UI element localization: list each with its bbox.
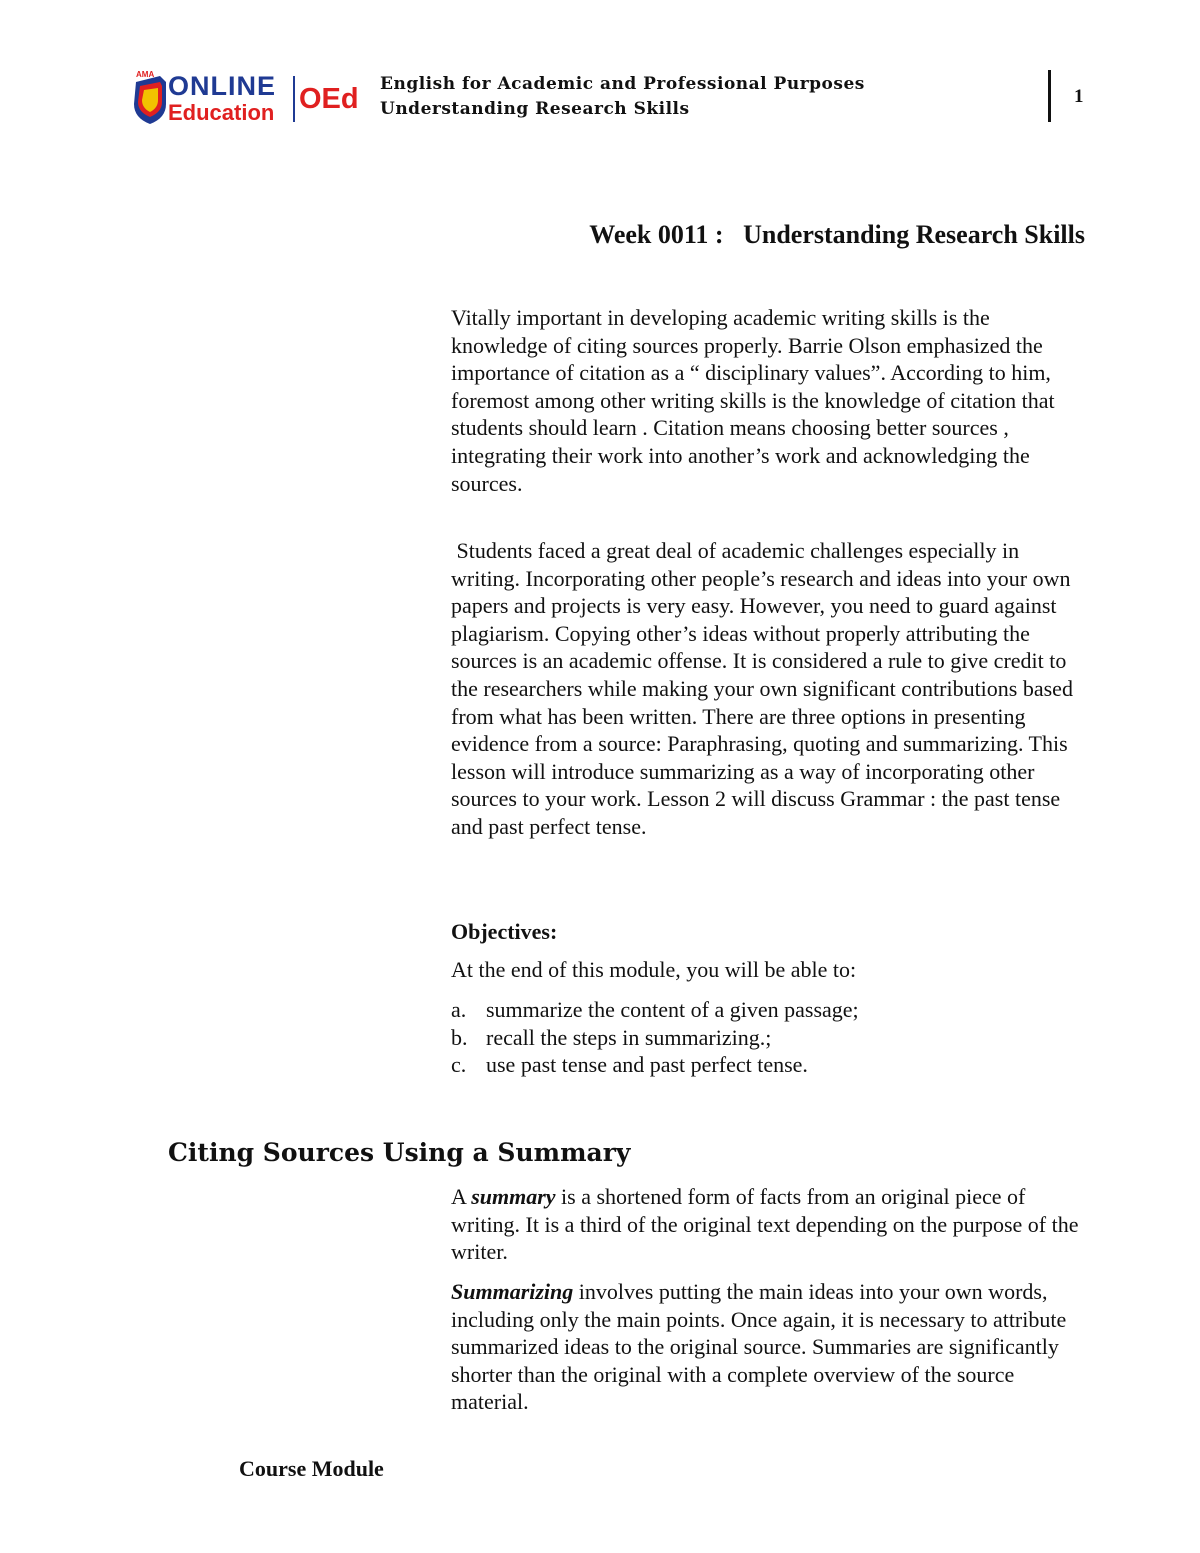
intro-paragraph-2-text: Students faced a great deal of academic challenges especially in writing. Incorporating other people’s research and ideas into your own papers and projects is very easy. However, you need to guard against plagiarism. Copying other’s ideas without properly attributing the sources is an academic offense. It is considered a rule to give credit to the researchers while making your own significant contributions based from what has been written. There are three options in presenting evidence from a source: Paraphrasing, quoting and summarizing. This lesson will introduce summarizing as a way of incorporating other sources to your work. Lesson 2 will discuss Grammar : the past tense and past perfect tense. <box>451 538 1079 839</box>
svg-text:Education: Education <box>168 100 275 125</box>
summary-lead: A <box>451 1184 472 1209</box>
summarizing-definition <box>451 1278 1091 1416</box>
list-marker: c. <box>451 1052 467 1078</box>
list-item <box>451 996 859 1024</box>
online-education-logo <box>132 68 372 128</box>
objectives-intro: At the end of this module, you will be able to: <box>451 957 857 982</box>
module-title: Understanding Research Skills <box>380 99 690 119</box>
summary-rest: is a shortened form of facts from an original piece of writing. It is a third of the original text depending on the purpose of the writer. <box>451 1184 1084 1265</box>
summary-definition-text <box>451 1183 1091 1266</box>
intro-paragraph-1-text: Vitally important in developing academic writing skills is the knowledge of citing sources properly. Barrie Olson emphasized the importance of citation as a “ disciplinary values”. According to him, foremost among other writing skills is the knowledge of citation that students should learn . Citation means choosing better sources , integrating their work into another’s work and acknowledging the sources. <box>451 305 1055 496</box>
list-item-text: summarize the content of a given passage; <box>486 997 859 1022</box>
footer-label: Course Module <box>239 1456 384 1481</box>
section-heading: Citing Sources Using a Summary <box>168 1138 631 1167</box>
summary-term: summary <box>471 1184 556 1209</box>
summarizing-rest: involves putting the main ideas into your own words, including only the main points. Once again, it is necessary to attribute summarized ideas to the original source. Summaries are significantly shorter than the original with a complete overview of the source material. <box>451 1279 1072 1415</box>
list-item <box>451 1051 859 1079</box>
list-item-text: recall the steps in summarizing.; <box>486 1024 772 1050</box>
list-marker: a. <box>451 997 467 1022</box>
intro-paragraph-1 <box>451 304 1091 497</box>
summarizing-term: Summarizing <box>451 1279 574 1304</box>
page-number: 1 <box>1074 86 1084 107</box>
week-title: Week 0011 : Understanding Research Skills <box>589 220 1085 249</box>
intro-paragraph-2 <box>451 537 1091 841</box>
header-divider <box>1048 70 1051 122</box>
list-item-text: use past tense and past perfect tense. <box>486 1052 808 1078</box>
summary-definition <box>451 1183 1091 1266</box>
svg-text:AMA: AMA <box>136 70 155 79</box>
objectives-list <box>451 996 859 1079</box>
svg-text:OEd: OEd <box>299 83 359 115</box>
course-title: English for Academic and Professional Purposes <box>380 74 865 94</box>
list-item <box>451 1024 859 1052</box>
svg-text:ONLINE: ONLINE <box>168 71 277 101</box>
summarizing-definition-text <box>451 1278 1091 1416</box>
objectives-title: Objectives: <box>451 919 558 944</box>
header-text <box>380 72 865 122</box>
list-marker: b. <box>451 1024 468 1050</box>
